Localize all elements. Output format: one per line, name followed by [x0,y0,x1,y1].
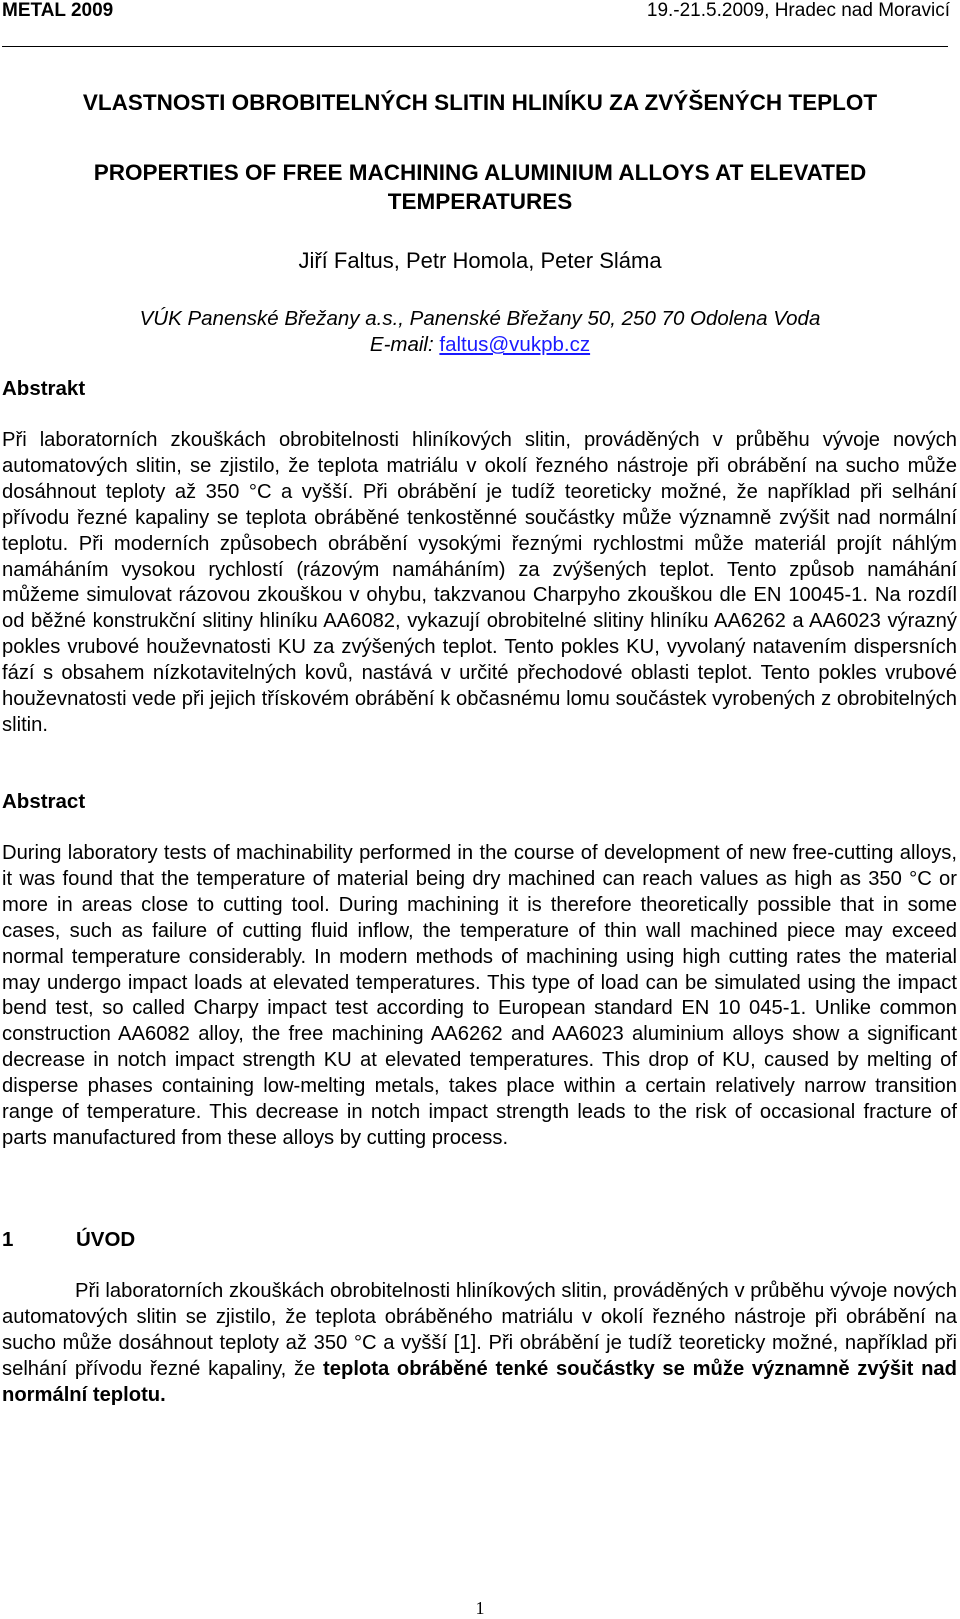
affiliation: VÚK Panenské Břežany a.s., Panenské Břežany 50, 250 70 Odolena Voda [139,307,821,330]
authors: Jiří Faltus, Petr Homola, Peter Sláma [298,248,662,273]
abstract-text: During laboratory tests of machinability performed in the course of development of new free-cutting alloys, it was found that the temperature of material being dry machined can reach values as high as 350 °C or more in areas close to cutting tool. During machining it is therefore theoretically possible that in some cases, such as failure of cutting fluid inflow, the temperature of thin wall machined piece may exceed normal temperature considerably. In modern methods of machining using high cutting rates the material may undergo impact loads at elevated temperatures. This type of load can be simulated using the impact bend test, so called Charpy impact test according to European standard EN 10 045-1. Unlike common construction AA6082 alloy, the free machining AA6262 and AA6023 aluminium alloys show a significant decrease in notch impact strength KU at elevated temperatures. This drop of KU, caused by melting of disperse phases containing low-melting metals, takes place within a certain relatively narrow transition range of temperature. This decrease in notch impact strength leads to the risk of occasional fracture of parts manufactured from these alloys by cutting process. [2,842,957,1149]
intro-text-bold: teplota obráběné tenké součástky se může významně zvýšit nad normální teplotu. [2,1357,957,1406]
email-label: E-mail: [369,333,440,356]
conference-name: METAL 2009 [2,0,114,21]
page-number: 1 [475,1598,485,1618]
abstrakt-text: Při laboratorních zkouškách obrobitelnosti hliníkových slitin, prováděných v průběhu vývoje nových automatových slitin, se zjistilo, že teplota matriálu v okolí řezného nástroje při obrábění na sucho může dosáhnout teploty až 350 °C a vyšší. Při obrábění je tudíž teoreticky možné, že například při selhání přívodu řezné kapaliny se teplota obráběné tenkostěnné součástky může významně zvýšit nad normální teplotu. Při moderních způsobech obrábění vysokými řeznými rychlostmi může materiál projít náhlým namáháním vysokou rychlostí (rázovým namáháním) za zvýšených teplot. Tento způsob namáhání můžeme simulovat rázovou zkouškou v ohybu, takzvanou Charpyho zkouškou dle EN 10045-1. Na rozdíl od běžné konstrukční slitiny hliníku AA6082, vykazují obrobitelné slitiny hliníku AA6262 a AA6023 výrazný pokles vrubové houževnatosti KU za zvýšených teplot. Tento pokles KU, vyvolaný natavením dispersních fází s obsahem nízkotavitelných kovů, nastává v určité přechodové oblasti teplot. Tento pokles vrubové houževnatosti vede při jejich třískovém obrábění k občasnému lomu součástek vyrobených z obrobitelných slitin. [2,429,957,736]
affiliation-block [0,306,960,358]
section-title: ÚVOD [76,1228,136,1251]
email-link[interactable]: faltus@vukpb.cz [439,333,591,356]
intro-text-normal: Při laboratorních zkouškách obrobitelnosti hliníkových slitin, prováděných v průběhu vývoje nových automatových slitin se zjistilo, že teplota obráběného matriálu v okolí řezného nástroje při obrábění na sucho může dosáhnout teploty až 350 °C a vyšší [1]. Při obrábění je tudíž teoreticky možné, například při selhání přívodu řezné kapaliny, že [2,1280,957,1380]
running-header [0,0,950,26]
header-rule [2,46,948,47]
abstract-heading: Abstract [2,790,86,813]
title-english: PROPERTIES OF FREE MACHINING ALUMINIUM ALLOYS AT ELEVATED TEMPERATURES [93,160,867,214]
section-intro-text [2,1279,957,1409]
title-czech: VLASTNOSTI OBROBITELNÝCH SLITIN HLINÍKU ZA ZVÝŠENÝCH TEPLOT [82,90,878,115]
abstrakt-heading: Abstrakt [2,377,86,400]
conference-date-place: 19.-21.5.2009, Hradec nad Moravicí [646,0,950,21]
email-line [0,332,960,358]
section-number: 1 [2,1228,14,1251]
